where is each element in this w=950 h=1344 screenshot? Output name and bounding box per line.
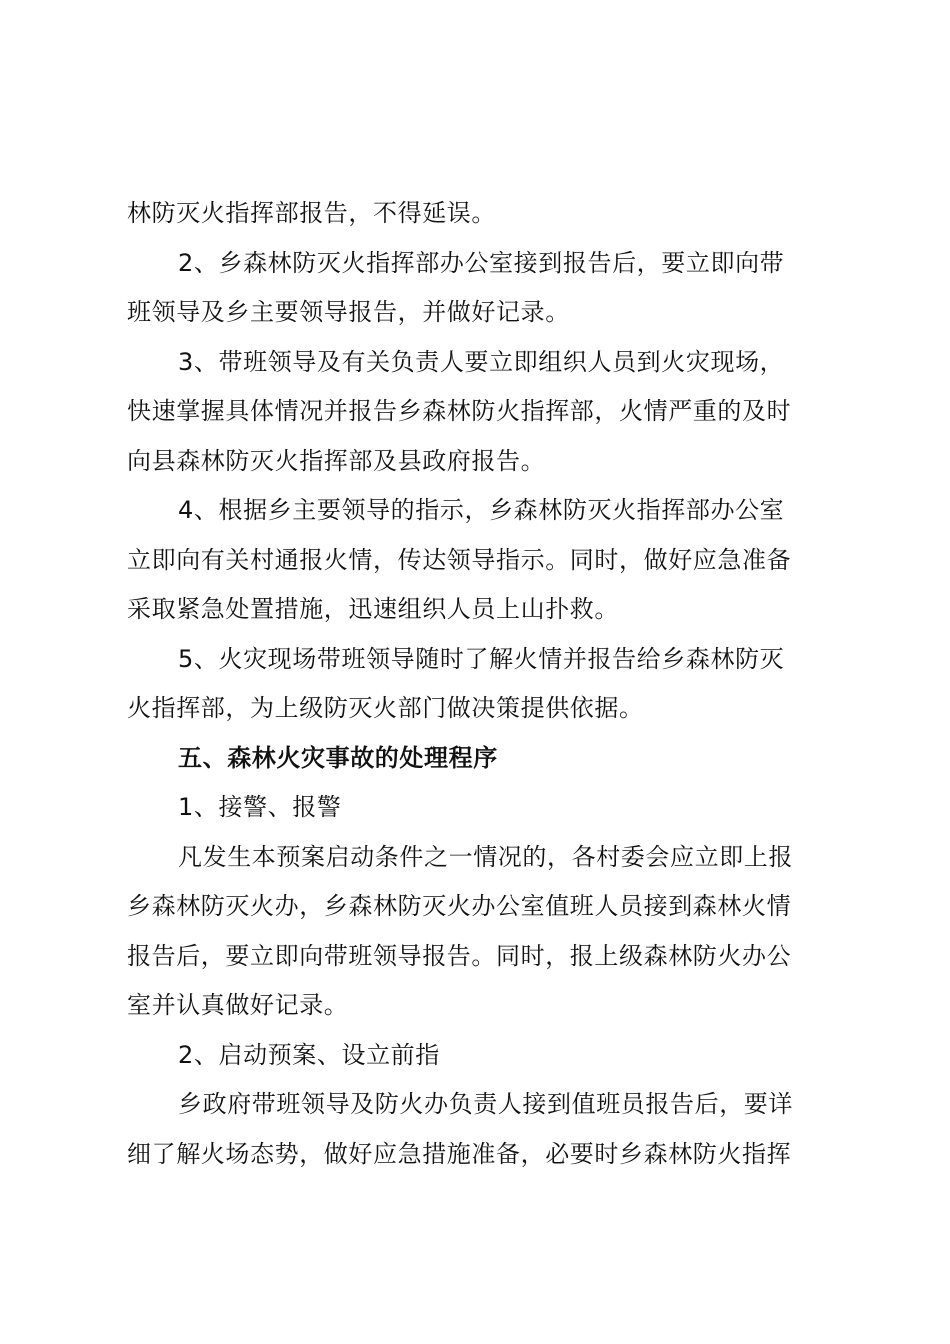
paragraph-line: 凡发生本预案启动条件之一情况的，各村委会应立即上报	[178, 843, 793, 871]
paragraph-line: 细了解火场态势，做好应急措施准备，必要时乡森林防火指挥	[127, 1140, 792, 1168]
list-item-2-line: 2、乡森林防灭火指挥部办公室接到报告后，要立即向带	[178, 249, 785, 277]
paragraph-line: 采取紧急处置措施，迅速组织人员上山扑救。	[127, 595, 619, 623]
subheading-2: 2、启动预案、设立前指	[178, 1041, 440, 1069]
list-item-3-line: 3、带班领导及有关负责人要立即组织人员到火灾现场，	[178, 348, 785, 376]
subheading-1: 1、接警、报警	[178, 793, 342, 821]
paragraph-line: 乡政府带班领导及防火办负责人接到值班员报告后，要详	[178, 1090, 793, 1118]
paragraph-line: 火指挥部，为上级防灭火部门做决策提供依据。	[127, 694, 644, 722]
paragraph-line: 立即向有关村通报火情，传达领导指示。同时，做好应急准备	[127, 546, 792, 574]
list-item-5-line: 5、火灾现场带班领导随时了解火情并报告给乡森林防灭	[178, 645, 785, 673]
paragraph-line: 班领导及乡主要领导报告，并做好记录。	[127, 298, 570, 326]
paragraph-line: 室并认真做好记录。	[127, 991, 349, 1019]
paragraph-line: 报告后，要立即向带班领导报告。同时，报上级森林防火办公	[127, 942, 792, 970]
paragraph-line: 向县森林防灭火指挥部及县政府报告。	[127, 447, 546, 475]
paragraph-line: 林防灭火指挥部报告，不得延误。	[127, 199, 496, 227]
section-heading: 五、森林火灾事故的处理程序	[178, 744, 498, 772]
paragraph-line: 乡森林防灭火办，乡森林防灭火办公室值班人员接到森林火情	[127, 892, 792, 920]
paragraph-line: 快速掌握具体情况并报告乡森林防火指挥部，火情严重的及时	[127, 397, 792, 425]
list-item-4-line: 4、根据乡主要领导的指示，乡森林防灭火指挥部办公室	[178, 496, 785, 524]
